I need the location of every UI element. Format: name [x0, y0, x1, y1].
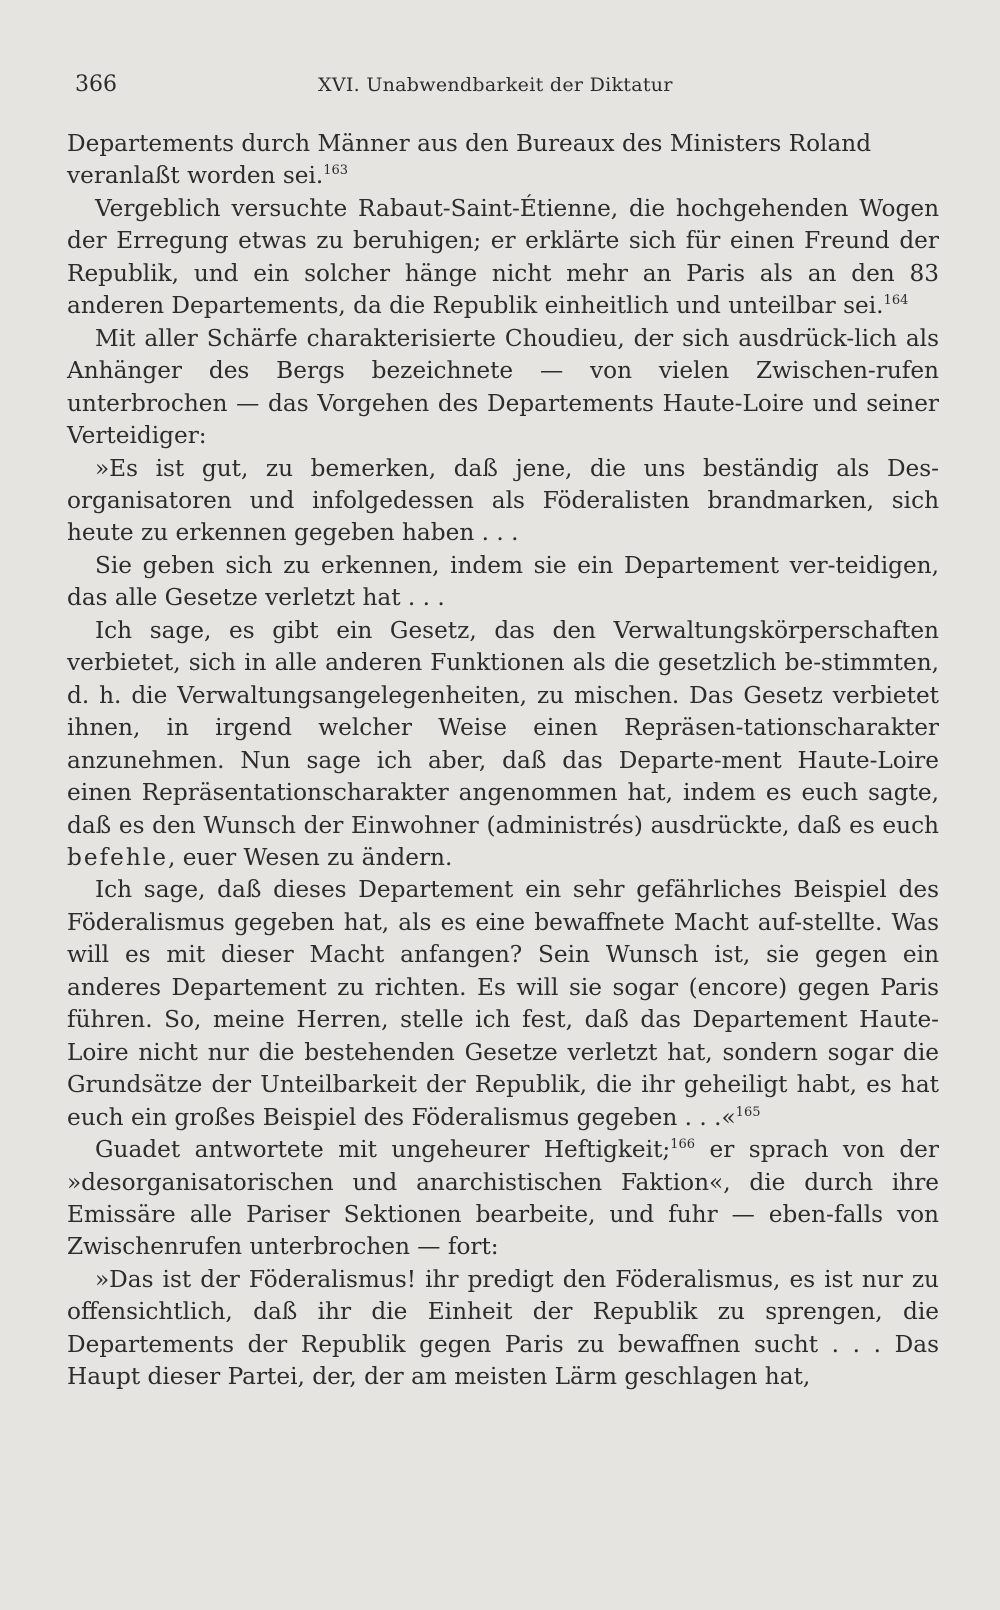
- text-line: Departements durch Männer aus den Bureaux des Ministers Roland: [67, 130, 872, 157]
- text-line: veranlaßt worden sei.: [67, 162, 324, 190]
- text-line: des Föderalismus gegeben hat, als es eine bewaffnete Macht auf-: [67, 876, 940, 936]
- text-line: er sprach von: [695, 1136, 885, 1164]
- paragraph-quote-1: [67, 453, 939, 550]
- text-line: das Departement Haute-Loire nicht nur die bestehenden Gesetze: [67, 1006, 940, 1066]
- page-number: 366: [75, 72, 117, 97]
- text-line: (encore) gegen Paris führen. So, meine Herren, stelle ich fest, daß: [67, 973, 940, 1034]
- text-line: , euer Wesen zu ändern.: [167, 843, 453, 871]
- paragraph-quote-5: [67, 1264, 939, 1394]
- paragraph-quote-4: [67, 874, 939, 1134]
- paragraph-quote-3: [67, 615, 939, 875]
- paragraph-2: [67, 193, 939, 323]
- emphasized-word: befehle: [67, 843, 168, 871]
- text-line: Republik, die ihr geheiligt habt, es hat euch ein großes Beispiel: [67, 1071, 939, 1131]
- text-line: des Föderalismus gegeben . . .«: [363, 1103, 736, 1131]
- running-head: XVI. Unabwendbarkeit der Diktatur: [318, 74, 673, 96]
- text-line: ihre Emissäre alle Pariser Sektionen bearbeite, und fuhr — eben-: [67, 1168, 940, 1228]
- paragraph-4: [67, 1134, 939, 1264]
- text-line: verletzt hat, sondern sogar die Grundsätze der Unteilbarkeit der: [67, 1038, 939, 1099]
- text-line: Ich sage, daß dieses Departement ein sehr gefährliches Beispiel: [95, 876, 887, 904]
- footnote-ref-163: 163: [323, 163, 349, 179]
- text-line: an den 83 anderen Departements, da die Republik einheitlich und: [67, 259, 939, 320]
- text-line: indem es euch sagte, daß es den Wunsch der Einwohner (administrés): [67, 779, 940, 839]
- text-line: nur zu offensichtlich, daß ihr die Einheit der Republik zu sprengen,: [67, 1265, 939, 1326]
- text-line: Guadet antwortete mit ungeheurer Heftigkeit;: [95, 1136, 671, 1164]
- text-line: unteilbar sei.: [728, 292, 884, 320]
- text-line: sie gegen ein anderes Departement zu richten. Es will sie sogar: [67, 941, 940, 1001]
- text-line: verbietet, sich in alle anderen Funktionen als die gesetzlich be-: [67, 649, 822, 677]
- page-header: [0, 72, 1000, 102]
- text-line: organisatoren und infolgedessen als Föderalisten brandmarken, sich: [67, 486, 939, 514]
- text-line: Ich sage, es gibt ein Gesetz, das den Verwaltungskörperschaften: [95, 616, 939, 644]
- text-line: Gesetz verbietet ihnen, in irgend welcher Weise einen Repräsen-: [67, 681, 939, 742]
- text-line: Sie geben sich zu erkennen, indem sie ein Departement ver-: [95, 551, 836, 579]
- text-line: stellte. Was will es mit dieser Macht anfangen? Sein Wunsch ist,: [67, 908, 940, 969]
- text-line: »Es ist gut, zu bemerken, daß jene, die uns beständig als Des-: [95, 454, 939, 482]
- body-text: [67, 128, 939, 1394]
- text-line: der »desorganisatorischen und anarchistischen Faktion«, die durch: [67, 1136, 939, 1196]
- text-line: stimmten, d. h. die Verwaltungsangelegenheiten, zu mischen. Das: [67, 649, 939, 709]
- text-line: ment Haute-Loire einen Repräsentationscharakter angenommen hat,: [67, 746, 939, 807]
- paragraph-quote-2: [67, 550, 939, 615]
- text-line: Wogen der Erregung etwas zu beruhigen; er erklärte sich für einen: [67, 194, 939, 255]
- text-line: Vergeblich versuchte Rabaut-Saint-Étienne, die hochgehenden: [95, 194, 849, 222]
- paragraph-3: [67, 323, 939, 453]
- paragraph-1: [67, 128, 939, 193]
- text-line: Freund der Republik, und ein solcher hänge nicht mehr an Paris als: [67, 227, 939, 287]
- text-line: heute zu erkennen gegeben haben . . .: [67, 519, 519, 547]
- text-line: lich als Anhänger des Bergs bezeichnete — von vielen Zwischen-: [67, 324, 940, 385]
- text-line: rufen unterbrochen — das Vorgehen des Departements Haute-Loire: [67, 357, 939, 417]
- text-line: falls von Zwischenrufen unterbrochen — fort:: [67, 1200, 939, 1261]
- text-line: teidigen, das alle Gesetze verletzt hat . . .: [67, 551, 939, 612]
- text-line: »Das ist der Föderalismus! ihr predigt den Föderalismus, es ist: [95, 1265, 853, 1293]
- text-line: und seiner Verteidiger:: [67, 389, 940, 450]
- footnote-ref-164: 164: [883, 293, 909, 309]
- text-line: die Departements der Republik gegen Paris zu bewaffnen sucht . . .: [67, 1298, 939, 1358]
- text-line: ausdrückte, daß es euch: [650, 811, 939, 839]
- footnote-ref-165: 165: [735, 1104, 761, 1120]
- text-line: Das Haupt dieser Partei, der, der am meisten Lärm geschlagen hat,: [67, 1330, 939, 1391]
- text-line: tationscharakter anzunehmen. Nun sage ich aber, daß das Departe-: [67, 714, 939, 774]
- text-line: Mit aller Schärfe charakterisierte Choudieu, der sich ausdrück-: [95, 324, 855, 352]
- footnote-ref-166: 166: [670, 1137, 696, 1153]
